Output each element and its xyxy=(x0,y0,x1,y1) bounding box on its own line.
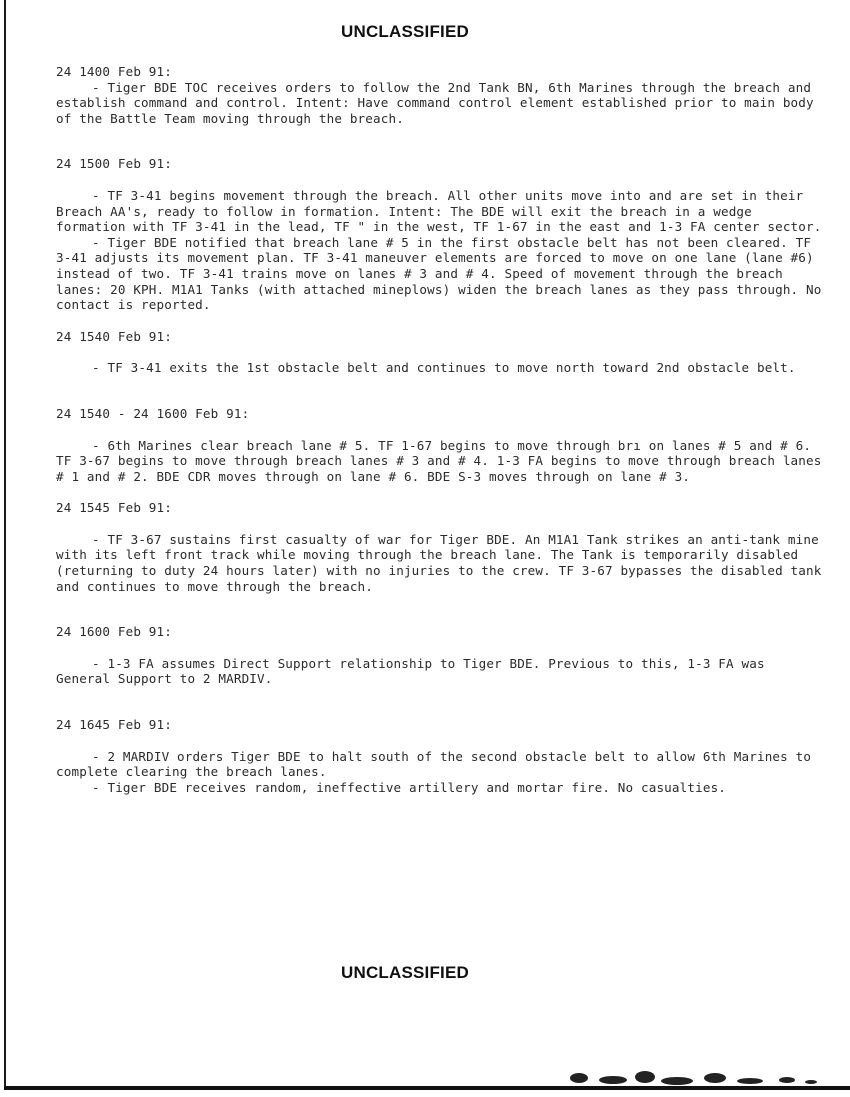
entry-paragraph: - TF 3-41 begins movement through the breach. All other units move into and are set in their Breach AA's, ready to follow in formation. Intent: The BDE will exit the breach in a wedge formation with TF 3-41 in the lead, TF " in the west, TF 1-67 in the east and 1-3 FA center sector. xyxy=(56,187,822,235)
log-entry xyxy=(56,64,826,126)
log-entry xyxy=(56,156,826,312)
log-entry xyxy=(56,624,826,687)
entry-timestamp: 24 1540 - 24 1600 Feb 91: xyxy=(56,405,250,421)
entry-paragraph: - TF 3-41 exits the 1st obstacle belt and continues to move north toward 2nd obstacle belt. xyxy=(92,360,796,376)
log-entry xyxy=(56,500,826,594)
entry-timestamp: 24 1400 Feb 91: xyxy=(56,64,172,79)
entry-timestamp: 24 1540 Feb 91: xyxy=(56,328,172,344)
classification-footer: UNCLASSIFIED xyxy=(340,963,470,982)
entry-paragraph: - 1-3 FA assumes Direct Support relationship to Tiger BDE. Previous to this, 1-3 FA was General Support to 2 MARDIV. xyxy=(56,655,765,687)
log-entry xyxy=(56,406,826,484)
entry-paragraph: - 6th Marines clear breach lane # 5. TF 1-67 begins to move through brı on lanes # 5 and # 6. TF 3-67 begins to move through breach lanes # 3 and # 4. 1-3 FA begins to move through breach lanes # 1 and # 2. BDE CDR moves through on lane # 6. BDE S-3 moves through on lane # 3. xyxy=(56,437,822,484)
scan-left-edge xyxy=(4,0,6,1090)
entry-paragraph: - 2 MARDIV orders Tiger BDE to halt south of the second obstacle belt to allow 6th Marines to complete clearing the breach lanes. xyxy=(56,748,812,780)
classification-header: UNCLASSIFIED xyxy=(340,22,470,41)
entry-paragraph: - Tiger BDE notified that breach lane # 5 in the first obstacle belt has not been cleared. TF 3-41 adjusts its movement plan. TF 3-41 maneuver elements are forced to move on one lane (lane #6) instead of two. TF 3-41 trains move on lanes # 3 and # 4. Speed of movement through the breach lanes: 20 KPH. M1A1 Tanks (with attached mineplows) widen the breach lanes as they pass through. No contact is reported. xyxy=(56,234,822,313)
entry-paragraph: - Tiger BDE receives random, ineffective artillery and mortar fire. No casualties. xyxy=(92,779,727,795)
entry-timestamp: 24 1545 Feb 91: xyxy=(56,500,172,516)
scan-smudge xyxy=(565,1066,825,1088)
log-entry xyxy=(56,329,826,376)
entry-timestamp: 24 1645 Feb 91: xyxy=(56,717,172,733)
log-body xyxy=(56,64,826,795)
entry-paragraph: - Tiger BDE TOC receives orders to follow the 2nd Tank BN, 6th Marines through the breach and establish command and control. Intent: Have command control element established prior to main body of the Battle Team moving through the breach. xyxy=(56,79,814,126)
log-entry xyxy=(56,717,826,795)
entry-paragraph: - TF 3-67 sustains first casualty of war for Tiger BDE. An M1A1 Tank strikes an anti-tank mine with its left front track while moving through the breach lane. The Tank is temporarily disabled (returning to duty 24 hours later) with no injuries to the crew. TF 3-67 bypasses the disabled tank and continues to move through the breach. xyxy=(56,531,822,594)
entry-timestamp: 24 1600 Feb 91: xyxy=(56,624,172,640)
entry-timestamp: 24 1500 Feb 91: xyxy=(56,156,172,172)
